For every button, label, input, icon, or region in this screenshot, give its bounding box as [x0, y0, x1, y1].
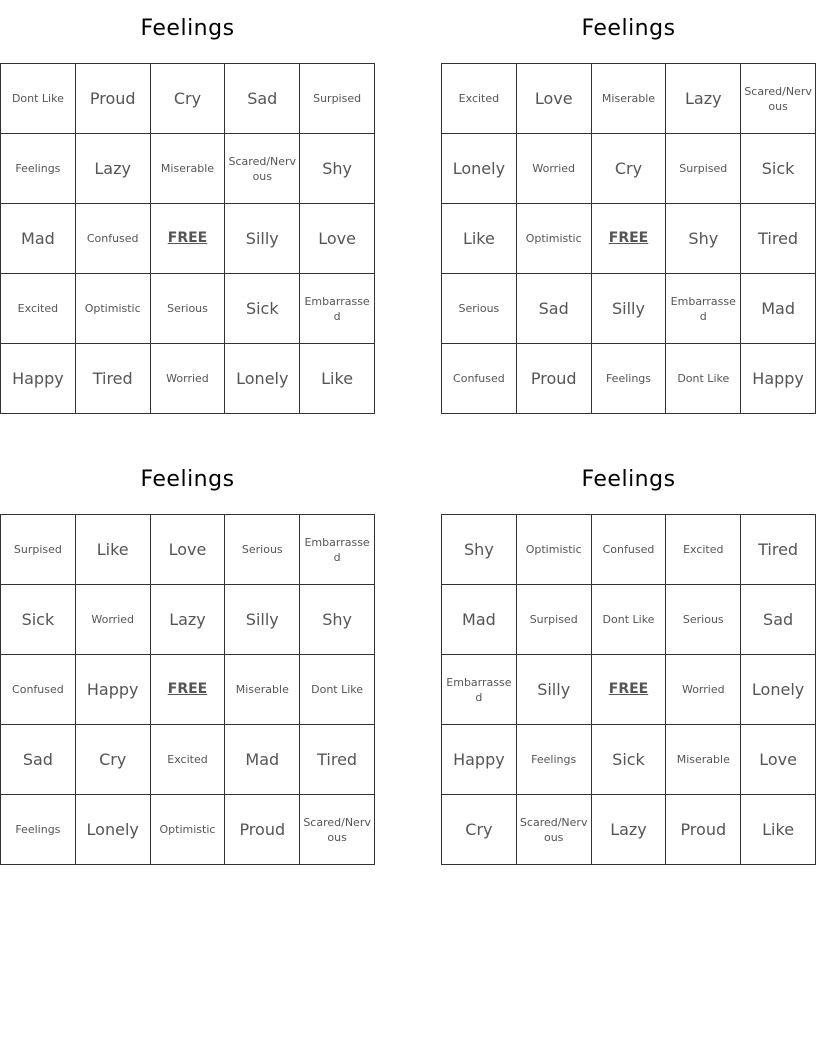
- bingo-cell: Cry: [442, 795, 517, 865]
- card-title: Feelings: [140, 466, 235, 492]
- bingo-cell: Lonely: [741, 655, 816, 725]
- bingo-cell: Love: [300, 204, 375, 274]
- bingo-cell: Happy: [76, 655, 151, 725]
- bingo-cell: Surpised: [666, 134, 741, 204]
- bingo-cell: Embarrassed: [300, 515, 375, 585]
- bingo-cell: Feelings: [517, 725, 592, 795]
- bingo-cell: Shy: [442, 515, 517, 585]
- bingo-cell: Silly: [225, 204, 300, 274]
- bingo-cell: Shy: [300, 585, 375, 655]
- bingo-cell: Cry: [151, 64, 226, 134]
- bingo-cell: Love: [741, 725, 816, 795]
- free-space-cell: FREE: [592, 655, 667, 725]
- bingo-cell: Confused: [76, 204, 151, 274]
- bingo-cell: Sick: [741, 134, 816, 204]
- bingo-cell: Sick: [592, 725, 667, 795]
- bingo-cell: Sick: [225, 274, 300, 344]
- bingo-cell: Lazy: [76, 134, 151, 204]
- bingo-cell: Lazy: [151, 585, 226, 655]
- bingo-cell: Serious: [666, 585, 741, 655]
- bingo-cell: Sad: [517, 274, 592, 344]
- bingo-cell: Miserable: [666, 725, 741, 795]
- bingo-cell: Proud: [666, 795, 741, 865]
- bingo-cell: Sick: [1, 585, 76, 655]
- bingo-cell: Happy: [1, 344, 76, 414]
- bingo-cell: Mad: [741, 274, 816, 344]
- bingo-cell: Mad: [225, 725, 300, 795]
- bingo-cell: Tired: [300, 725, 375, 795]
- free-space-cell: FREE: [592, 204, 667, 274]
- bingo-card-2: [441, 8, 816, 388]
- bingo-cell: Excited: [151, 725, 226, 795]
- bingo-cell: Confused: [1, 655, 76, 725]
- card-title: Feelings: [581, 15, 676, 41]
- bingo-cell: Proud: [517, 344, 592, 414]
- bingo-cell: Silly: [225, 585, 300, 655]
- bingo-card-4: [441, 459, 816, 844]
- card-title: Feelings: [581, 466, 676, 492]
- bingo-cell: Shy: [666, 204, 741, 274]
- bingo-cell: Lazy: [666, 64, 741, 134]
- bingo-cell: Tired: [76, 344, 151, 414]
- bingo-cell: Sad: [741, 585, 816, 655]
- free-space-cell: FREE: [151, 655, 226, 725]
- bingo-cell: Scared/Nervous: [225, 134, 300, 204]
- bingo-cell: Lonely: [442, 134, 517, 204]
- bingo-cell: Dont Like: [592, 585, 667, 655]
- bingo-cell: Cry: [76, 725, 151, 795]
- bingo-cell: Confused: [442, 344, 517, 414]
- bingo-cell: Serious: [225, 515, 300, 585]
- bingo-cell: Miserable: [225, 655, 300, 725]
- bingo-cell: Optimistic: [151, 795, 226, 865]
- bingo-cell: Miserable: [151, 134, 226, 204]
- bingo-cell: Dont Like: [666, 344, 741, 414]
- bingo-cell: Excited: [666, 515, 741, 585]
- bingo-cell: Feelings: [1, 134, 76, 204]
- bingo-cell: Shy: [300, 134, 375, 204]
- bingo-cell: Lonely: [225, 344, 300, 414]
- bingo-cell: Love: [517, 64, 592, 134]
- bingo-cell: Feelings: [1, 795, 76, 865]
- bingo-cell: Miserable: [592, 64, 667, 134]
- bingo-cell: Worried: [517, 134, 592, 204]
- bingo-cell: Happy: [442, 725, 517, 795]
- bingo-cell: Worried: [76, 585, 151, 655]
- bingo-card-1: [0, 8, 375, 388]
- bingo-cell: Love: [151, 515, 226, 585]
- bingo-cell: Mad: [442, 585, 517, 655]
- bingo-cell: Surpised: [1, 515, 76, 585]
- bingo-cell: Lonely: [76, 795, 151, 865]
- bingo-cell: Excited: [442, 64, 517, 134]
- card-title: Feelings: [140, 15, 235, 41]
- bingo-cell: Scared/Nervous: [517, 795, 592, 865]
- bingo-grid: [441, 514, 816, 865]
- bingo-grid: [0, 514, 375, 865]
- bingo-cell: Dont Like: [1, 64, 76, 134]
- bingo-cell: Proud: [225, 795, 300, 865]
- bingo-cell: Surpised: [517, 585, 592, 655]
- bingo-cell: Embarrassed: [300, 274, 375, 344]
- bingo-cell: Lazy: [592, 795, 667, 865]
- bingo-cell: Embarrassed: [442, 655, 517, 725]
- bingo-cell: Cry: [592, 134, 667, 204]
- bingo-cell: Scared/Nervous: [741, 64, 816, 134]
- bingo-cell: Happy: [741, 344, 816, 414]
- bingo-grid: [0, 63, 375, 414]
- bingo-cell: Worried: [151, 344, 226, 414]
- bingo-cell: Like: [741, 795, 816, 865]
- bingo-cell: Proud: [76, 64, 151, 134]
- bingo-cell: Like: [300, 344, 375, 414]
- bingo-cell: Worried: [666, 655, 741, 725]
- bingo-cell: Sad: [1, 725, 76, 795]
- bingo-cell: Scared/Nervous: [300, 795, 375, 865]
- bingo-grid: [441, 63, 816, 414]
- bingo-cell: Surpised: [300, 64, 375, 134]
- bingo-cell: Optimistic: [517, 204, 592, 274]
- bingo-cell: Embarrassed: [666, 274, 741, 344]
- bingo-cell: Feelings: [592, 344, 667, 414]
- bingo-cell: Tired: [741, 204, 816, 274]
- bingo-cell: Excited: [1, 274, 76, 344]
- free-space-cell: FREE: [151, 204, 226, 274]
- bingo-cell: Like: [76, 515, 151, 585]
- bingo-cell: Sad: [225, 64, 300, 134]
- bingo-cell: Serious: [151, 274, 226, 344]
- bingo-card-3: [0, 459, 375, 844]
- bingo-cell: Serious: [442, 274, 517, 344]
- bingo-cell: Dont Like: [300, 655, 375, 725]
- bingo-cell: Silly: [517, 655, 592, 725]
- bingo-cell: Like: [442, 204, 517, 274]
- bingo-cell: Optimistic: [517, 515, 592, 585]
- bingo-cell: Mad: [1, 204, 76, 274]
- bingo-cell: Silly: [592, 274, 667, 344]
- bingo-cell: Confused: [592, 515, 667, 585]
- bingo-cell: Optimistic: [76, 274, 151, 344]
- bingo-cell: Tired: [741, 515, 816, 585]
